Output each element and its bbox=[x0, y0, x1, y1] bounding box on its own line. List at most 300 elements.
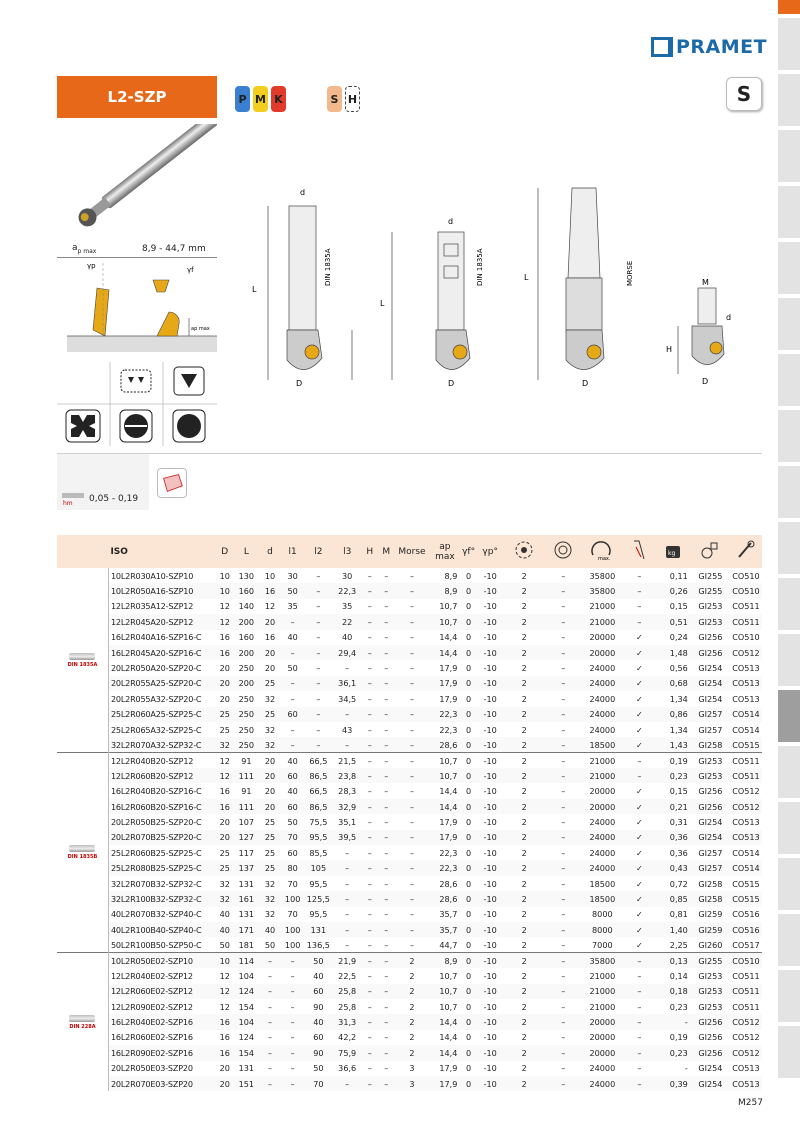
cell-key: CO515 bbox=[730, 891, 762, 906]
cell-inserts: – bbox=[545, 984, 582, 999]
cell-gp: -10 bbox=[483, 939, 497, 950]
cell-l1: – bbox=[281, 676, 304, 691]
cell-d: 20 bbox=[259, 753, 282, 768]
ap-max-value: 8,9 - 44,7 mm bbox=[142, 243, 206, 254]
cell-rpm: 7000 bbox=[592, 939, 613, 950]
cell-M: – bbox=[384, 878, 389, 889]
cell-key: CO513 bbox=[730, 1076, 762, 1091]
cell-gf: 0 bbox=[466, 970, 472, 981]
cell-teeth: 2 bbox=[504, 922, 545, 937]
cell-d: – bbox=[259, 984, 282, 999]
table-row bbox=[57, 1045, 762, 1060]
cell-coolant: – bbox=[637, 601, 642, 612]
cell-screw: GI255 bbox=[691, 953, 730, 968]
table-body bbox=[57, 568, 762, 1091]
cell-l3: 42,2 bbox=[338, 1032, 357, 1043]
cell-morse: – bbox=[409, 693, 415, 704]
table-row bbox=[57, 722, 762, 737]
cell-iso: 12L2R045A20-SZP12 bbox=[108, 614, 215, 629]
cell-d: – bbox=[259, 1045, 282, 1060]
cell-teeth: 2 bbox=[521, 601, 527, 612]
cell-ap: 8,9 bbox=[429, 583, 460, 598]
cell-teeth: 2 bbox=[521, 939, 527, 950]
cell-morse: – bbox=[395, 645, 430, 660]
cell-l3: – bbox=[345, 847, 350, 858]
cell-l3: – bbox=[345, 878, 350, 889]
cell-gf: 0 bbox=[460, 753, 476, 768]
cell-D: 16 bbox=[219, 632, 230, 643]
cell-inserts: – bbox=[545, 583, 582, 598]
cell-d: 20 bbox=[259, 768, 282, 783]
cell-l3: 35 bbox=[342, 601, 353, 612]
cell-L: 154 bbox=[234, 1045, 259, 1060]
cell-key: CO511 bbox=[730, 614, 762, 629]
cell-M: – bbox=[378, 676, 394, 691]
cell-D: 20 bbox=[215, 1076, 234, 1091]
cell-teeth: 2 bbox=[504, 891, 545, 906]
cell-l2: 50 bbox=[313, 1063, 324, 1074]
cell-inserts: – bbox=[561, 632, 566, 643]
cell-coolant: ✓ bbox=[623, 707, 656, 722]
brand-logo bbox=[651, 36, 767, 58]
cell-l3: 28,3 bbox=[338, 786, 357, 797]
cell-key: CO511 bbox=[730, 768, 762, 783]
table-row bbox=[57, 737, 762, 752]
cell-teeth: 2 bbox=[521, 1001, 527, 1012]
cell-kg: 0,24 bbox=[669, 632, 688, 643]
table-row bbox=[57, 953, 762, 968]
round-notched-icon bbox=[120, 410, 152, 442]
cell-l3: 40 bbox=[342, 632, 353, 643]
cell-morse: – bbox=[395, 860, 430, 875]
drawing-thread bbox=[678, 288, 724, 374]
cell-l1: 60 bbox=[287, 847, 298, 858]
cell-D: 25 bbox=[215, 707, 234, 722]
cell-M: – bbox=[378, 753, 394, 768]
cell-d: 20 bbox=[259, 614, 282, 629]
cell-rpm: 18500 bbox=[582, 891, 623, 906]
cell-key: CO511 bbox=[730, 753, 762, 768]
cell-H: – bbox=[362, 799, 378, 814]
cell-M: – bbox=[384, 663, 389, 674]
material-label: M bbox=[255, 92, 266, 106]
group-icon-cell bbox=[57, 753, 108, 953]
cell-L: 160 bbox=[234, 583, 259, 598]
cell-morse: – bbox=[395, 707, 430, 722]
shank-type-icon bbox=[57, 1015, 108, 1030]
cell-L: 250 bbox=[238, 663, 255, 674]
cell-l1: – bbox=[281, 984, 304, 999]
material-badge-p bbox=[235, 86, 250, 112]
cell-L: 250 bbox=[238, 693, 255, 704]
feed-value: 0,05 - 0,19 bbox=[89, 494, 139, 504]
header-inserts-icon bbox=[545, 535, 582, 568]
cell-ap: 17,9 bbox=[429, 676, 460, 691]
cell-D: 20 bbox=[219, 816, 230, 827]
cell-gf: 0 bbox=[466, 601, 472, 612]
cell-D: 12 bbox=[215, 768, 234, 783]
cell-key: CO510 bbox=[730, 583, 762, 598]
cell-key: CO511 bbox=[732, 601, 760, 612]
cell-rpm: 24000 bbox=[582, 830, 623, 845]
cell-H: – bbox=[362, 830, 378, 845]
section-tab bbox=[778, 634, 800, 690]
cell-L: 151 bbox=[234, 1076, 259, 1091]
cell-iso: 12L2R060B20-SZP12 bbox=[108, 768, 215, 783]
cell-M: – bbox=[384, 1063, 389, 1074]
cell-gp: -10 bbox=[477, 984, 504, 999]
cell-rpm: 18500 bbox=[582, 737, 623, 752]
cell-key: CO513 bbox=[732, 1063, 760, 1074]
cell-morse: – bbox=[409, 878, 415, 889]
cell-key: CO514 bbox=[732, 724, 760, 735]
cell-inserts: – bbox=[561, 847, 566, 858]
dim-l-3: L bbox=[524, 273, 529, 282]
cell-D: 16 bbox=[215, 645, 234, 660]
cell-l2: 50 bbox=[304, 953, 333, 968]
cell-rpm: 35800 bbox=[582, 583, 623, 598]
cell-iso: 25L2R060B25-SZP25-C bbox=[110, 847, 202, 858]
cell-key: CO512 bbox=[732, 1032, 760, 1043]
cell-kg: 0,56 bbox=[669, 663, 688, 674]
cell-kg: 0,15 bbox=[669, 601, 688, 612]
cell-morse: – bbox=[409, 939, 415, 950]
cell-l2: – bbox=[316, 693, 321, 704]
cell-inserts: – bbox=[561, 601, 566, 612]
cell-key: CO512 bbox=[730, 1014, 762, 1029]
cell-inserts: – bbox=[561, 878, 566, 889]
cell-kg: 0,23 bbox=[656, 1045, 691, 1060]
cell-l1: 50 bbox=[287, 816, 298, 827]
cell-L: 250 bbox=[234, 737, 259, 752]
ap-sub: p max bbox=[77, 247, 97, 255]
cell-inserts: – bbox=[561, 724, 566, 735]
cell-iso: 20L2R070B25-SZP20-C bbox=[108, 830, 215, 845]
cell-rpm: 8000 bbox=[592, 909, 613, 920]
cell-M: – bbox=[384, 816, 389, 827]
cell-morse: – bbox=[395, 922, 430, 937]
cell-H: – bbox=[362, 953, 378, 968]
cell-l3: 36,6 bbox=[338, 1063, 357, 1074]
cell-l3: – bbox=[333, 1076, 362, 1091]
cell-key: CO512 bbox=[732, 786, 760, 797]
cell-l1: – bbox=[290, 970, 295, 981]
table-row bbox=[57, 707, 762, 722]
cell-iso: 16L2R060E02-SZP16 bbox=[110, 1032, 193, 1043]
cell-L: 200 bbox=[234, 645, 259, 660]
cell-inserts: – bbox=[561, 570, 566, 581]
cell-inserts: – bbox=[561, 786, 566, 797]
cell-l1: 60 bbox=[281, 768, 304, 783]
cell-gp: -10 bbox=[477, 768, 504, 783]
cell-l3: – bbox=[333, 737, 362, 752]
cell-kg: 1,34 bbox=[669, 693, 688, 704]
cell-l3: 25,8 bbox=[338, 1001, 357, 1012]
cell-l1: 70 bbox=[287, 909, 298, 920]
cell-D: 32 bbox=[219, 878, 230, 889]
cell-H: – bbox=[367, 570, 372, 581]
cell-teeth: 2 bbox=[504, 737, 545, 752]
section-tab bbox=[778, 74, 800, 130]
cell-coolant: – bbox=[623, 753, 656, 768]
cell-rpm: 21000 bbox=[589, 601, 616, 612]
cell-l1: – bbox=[281, 645, 304, 660]
cell-M: – bbox=[384, 939, 389, 950]
cell-inserts: – bbox=[545, 707, 582, 722]
table-row bbox=[57, 799, 762, 814]
table-row bbox=[57, 937, 762, 952]
cell-D: 16 bbox=[219, 1032, 230, 1043]
section-tab-current bbox=[778, 690, 800, 746]
cell-coolant: ✓ bbox=[623, 799, 656, 814]
cell-key: CO513 bbox=[732, 663, 760, 674]
cell-screw: GI254 bbox=[698, 816, 723, 827]
table-row bbox=[57, 783, 762, 798]
cell-teeth: 2 bbox=[504, 830, 545, 845]
cell-inserts: – bbox=[561, 816, 566, 827]
cell-morse: – bbox=[409, 632, 415, 643]
cell-D: 12 bbox=[215, 984, 234, 999]
cell-H: – bbox=[367, 663, 372, 674]
cell-screw: GI253 bbox=[698, 1001, 723, 1012]
section-tab bbox=[778, 186, 800, 242]
cell-screw: GI257 bbox=[698, 847, 723, 858]
cell-M: – bbox=[378, 830, 394, 845]
cell-gf: 0 bbox=[466, 632, 472, 643]
cell-coolant: ✓ bbox=[635, 663, 643, 674]
cell-M: – bbox=[378, 645, 394, 660]
cell-key: CO515 bbox=[732, 878, 760, 889]
cell-teeth: 2 bbox=[521, 970, 527, 981]
cell-d: 25 bbox=[264, 847, 276, 858]
table-row bbox=[57, 1030, 762, 1045]
cell-l3: 34,5 bbox=[338, 693, 357, 704]
cell-M: – bbox=[384, 601, 389, 612]
header-key-icon bbox=[730, 535, 762, 568]
cell-inserts: – bbox=[545, 1014, 582, 1029]
drawing-din1835b bbox=[392, 232, 470, 380]
cell-M: – bbox=[378, 737, 394, 752]
cell-D: 20 bbox=[219, 693, 230, 704]
cell-H: – bbox=[362, 891, 378, 906]
cell-D: 12 bbox=[215, 614, 234, 629]
cell-M: – bbox=[378, 860, 394, 875]
section-tab bbox=[778, 18, 800, 74]
header-l1: l1 bbox=[288, 546, 297, 557]
cell-key: CO510 bbox=[732, 632, 760, 643]
group-icon-cell bbox=[57, 568, 108, 753]
header-morse: Morse bbox=[398, 546, 426, 557]
cell-H: – bbox=[362, 1014, 378, 1029]
cell-screw: GI253 bbox=[698, 601, 723, 612]
cell-ap: 10,7 bbox=[429, 984, 460, 999]
cell-gf: 0 bbox=[460, 768, 476, 783]
cell-l1: – bbox=[290, 1032, 295, 1043]
cell-ap: 28,6 bbox=[429, 891, 460, 906]
section-tab bbox=[778, 858, 800, 914]
section-tab bbox=[778, 522, 800, 578]
cell-gf: 0 bbox=[460, 922, 476, 937]
cell-morse: 3 bbox=[409, 1063, 415, 1074]
table-row bbox=[57, 660, 762, 675]
cell-rpm: 24000 bbox=[589, 693, 616, 704]
gamma-p-label: γp bbox=[87, 262, 96, 270]
cell-M: – bbox=[378, 953, 394, 968]
cell-key: CO514 bbox=[730, 707, 762, 722]
cell-l3: – bbox=[345, 909, 350, 920]
cell-coolant: – bbox=[637, 570, 642, 581]
cell-rpm: 24000 bbox=[582, 1076, 623, 1091]
cell-ap: 22,3 bbox=[439, 847, 458, 858]
section-tab bbox=[778, 578, 800, 634]
cell-morse: – bbox=[395, 830, 430, 845]
cell-screw: GI257 bbox=[691, 707, 730, 722]
cell-l1: 70 bbox=[287, 878, 298, 889]
cell-D: 12 bbox=[219, 1001, 230, 1012]
cell-gf: 0 bbox=[460, 891, 476, 906]
cell-teeth: 2 bbox=[521, 693, 527, 704]
cell-coolant: ✓ bbox=[635, 632, 643, 643]
cell-rpm: 24000 bbox=[582, 707, 623, 722]
cell-l2: – bbox=[304, 645, 333, 660]
cell-l3: 22,3 bbox=[333, 583, 362, 598]
cell-l2: – bbox=[304, 737, 333, 752]
cell-D: 32 bbox=[215, 891, 234, 906]
cell-coolant: ✓ bbox=[635, 724, 643, 735]
tool-type-badge bbox=[726, 77, 762, 111]
cell-gf: 0 bbox=[466, 847, 472, 858]
cell-rpm: 35800 bbox=[582, 953, 623, 968]
cell-l3: – bbox=[345, 663, 350, 674]
table-row bbox=[57, 922, 762, 937]
cell-L: 111 bbox=[234, 799, 259, 814]
cell-D: 16 bbox=[215, 799, 234, 814]
cell-M: – bbox=[384, 786, 389, 797]
header-weight-icon bbox=[656, 535, 691, 568]
cell-l3: 39,5 bbox=[333, 830, 362, 845]
cell-key: CO512 bbox=[730, 799, 762, 814]
cell-ap: 14,4 bbox=[429, 1045, 460, 1060]
cell-inserts: – bbox=[545, 645, 582, 660]
cell-morse: – bbox=[395, 891, 430, 906]
cell-l1: 70 bbox=[281, 830, 304, 845]
brand-mark-icon bbox=[651, 37, 673, 57]
cell-H: – bbox=[367, 909, 372, 920]
cell-inserts: – bbox=[545, 830, 582, 845]
cell-key: CO510 bbox=[732, 570, 760, 581]
cell-morse: 2 bbox=[409, 1032, 415, 1043]
cell-l1: 50 bbox=[281, 583, 304, 598]
cell-ap: 14,4 bbox=[439, 632, 458, 643]
ap-max-label bbox=[57, 243, 117, 255]
cell-kg: 0,19 bbox=[656, 753, 691, 768]
cell-rpm: 20000 bbox=[589, 786, 616, 797]
table-row bbox=[57, 676, 762, 691]
material-badge-k bbox=[271, 86, 286, 112]
cell-l2: – bbox=[316, 632, 321, 643]
cell-L: 250 bbox=[234, 707, 259, 722]
cell-teeth: 2 bbox=[504, 768, 545, 783]
cell-M: – bbox=[378, 583, 394, 598]
cell-screw: GI253 bbox=[698, 970, 723, 981]
cell-kg: 1,34 bbox=[669, 724, 688, 735]
cell-coolant: ✓ bbox=[623, 860, 656, 875]
cell-gp: -10 bbox=[483, 724, 497, 735]
cell-l1: 100 bbox=[284, 939, 301, 950]
cell-d: 20 bbox=[259, 645, 282, 660]
cell-teeth: 2 bbox=[521, 847, 527, 858]
section-tab bbox=[778, 242, 800, 298]
cell-gp: -10 bbox=[477, 860, 504, 875]
din-label-1: DIN 1835A bbox=[324, 248, 332, 286]
section-tab bbox=[778, 466, 800, 522]
cell-inserts: – bbox=[561, 1001, 566, 1012]
cell-ap: 35,7 bbox=[439, 909, 458, 920]
cell-l2: 95,5 bbox=[309, 909, 328, 920]
drawing-din1835a bbox=[268, 206, 352, 380]
cell-l3: 30 bbox=[342, 570, 353, 581]
cell-screw: GI254 bbox=[691, 830, 730, 845]
cell-d: – bbox=[267, 1063, 273, 1074]
cell-screw: GI256 bbox=[691, 799, 730, 814]
dim-l-2: L bbox=[380, 299, 385, 308]
cell-coolant: – bbox=[623, 984, 656, 999]
cell-inserts: – bbox=[545, 799, 582, 814]
cell-key: CO515 bbox=[730, 737, 762, 752]
technical-drawings bbox=[232, 180, 762, 390]
header-d: d bbox=[267, 546, 273, 557]
cell-L: 160 bbox=[238, 632, 255, 643]
header-coolant-icon bbox=[623, 535, 656, 568]
cell-l1: 100 bbox=[281, 891, 304, 906]
header-D: D bbox=[221, 546, 229, 557]
cell-d: 25 bbox=[264, 816, 276, 827]
cell-gf: 0 bbox=[466, 693, 472, 704]
cell-kg: 2,25 bbox=[669, 939, 688, 950]
cell-teeth: 2 bbox=[521, 786, 527, 797]
cell-key: CO511 bbox=[730, 984, 762, 999]
cell-morse: – bbox=[395, 737, 430, 752]
cell-rpm: 24000 bbox=[582, 860, 623, 875]
cell-l2: 85,5 bbox=[309, 847, 328, 858]
cell-M: – bbox=[384, 570, 389, 581]
cell-gp: -10 bbox=[477, 676, 504, 691]
cell-kg: 0,36 bbox=[656, 830, 691, 845]
dim-d-4: d bbox=[726, 313, 732, 322]
header-group bbox=[57, 535, 108, 568]
cell-screw: GI258 bbox=[691, 891, 730, 906]
cell-iso: 40L2R100B40-SZP40-C bbox=[108, 922, 215, 937]
cell-l2: – bbox=[316, 601, 321, 612]
cell-inserts: – bbox=[561, 939, 566, 950]
cell-l3: 21,5 bbox=[333, 753, 362, 768]
cell-H: – bbox=[362, 645, 378, 660]
header-screw-icon bbox=[691, 535, 730, 568]
cell-coolant: ✓ bbox=[635, 878, 643, 889]
cell-H: – bbox=[362, 753, 378, 768]
insert-geometry-diagram bbox=[57, 258, 217, 362]
cell-morse: – bbox=[395, 583, 430, 598]
cell-L: 124 bbox=[238, 1032, 255, 1043]
cell-screw: GI254 bbox=[691, 676, 730, 691]
cell-coolant: – bbox=[637, 1032, 642, 1043]
cell-rpm: 8000 bbox=[582, 922, 623, 937]
cell-kg: 0,13 bbox=[656, 953, 691, 968]
cell-D: 16 bbox=[215, 1014, 234, 1029]
cell-gf: 0 bbox=[466, 878, 472, 889]
cell-l2: 86,5 bbox=[304, 768, 333, 783]
cell-gf: 0 bbox=[466, 909, 472, 920]
